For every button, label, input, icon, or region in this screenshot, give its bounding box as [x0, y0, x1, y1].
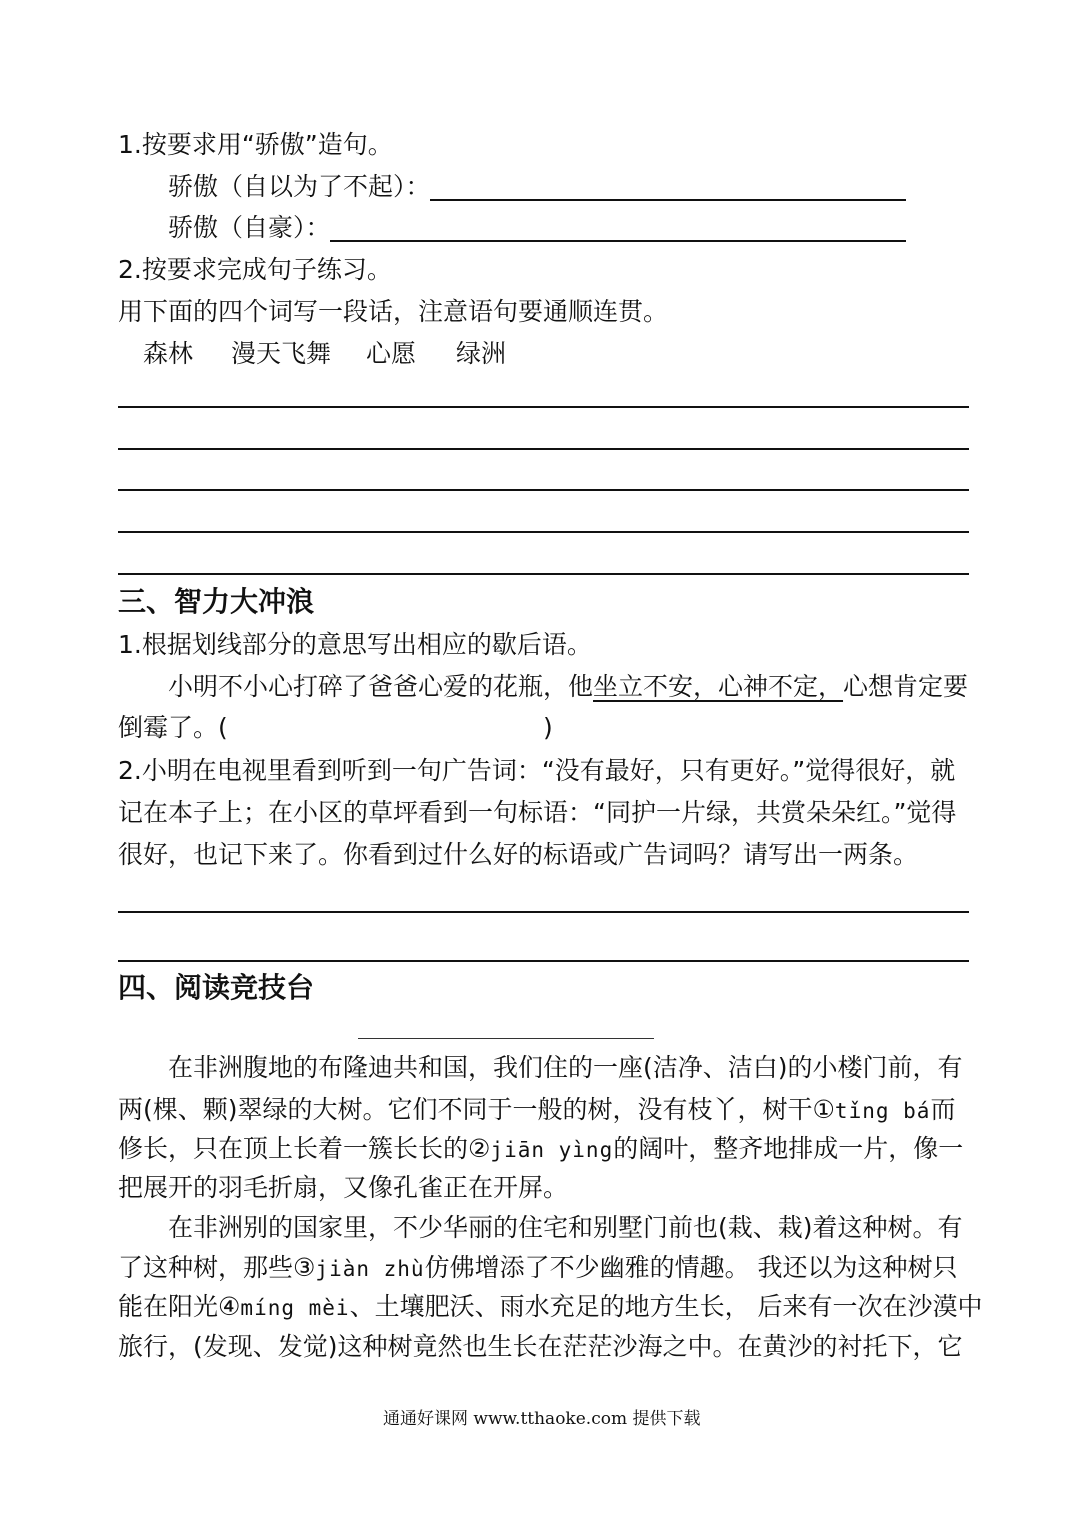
- writing-line[interactable]: [118, 911, 969, 913]
- p3-q1-line2-post: ): [543, 713, 553, 742]
- passage-line: [118, 1290, 983, 1325]
- q1-b-label: 骄傲（自豪）：: [168, 213, 331, 242]
- word-item: 心愿: [366, 339, 417, 368]
- passage-line: [118, 1251, 958, 1286]
- passage-text: 修长，只在顶上长着一簇长长的②: [118, 1134, 491, 1163]
- passage-text: 仿佛增添了不少幽雅的情趣。 我还以为这种树只: [424, 1253, 958, 1282]
- word-item: 绿洲: [456, 339, 507, 368]
- p3-q2-line: 2.小明在电视里看到听到一句广告词：“没有最好，只有更好。”觉得很好，就: [118, 756, 956, 785]
- p3-q1-title: 1.根据划线部分的意思写出相应的歇后语。: [118, 630, 592, 659]
- sentence-text: 心想肯定要: [843, 672, 969, 701]
- sentence-text: 小明不小心打碎了爸爸心爱的花瓶，他: [168, 672, 594, 701]
- word-item: 漫天飞舞: [231, 339, 332, 368]
- section-heading-4: 四、阅读竞技台: [118, 971, 315, 1004]
- underlined-phrase: 坐立不安，心神不定，: [593, 672, 844, 701]
- writing-line[interactable]: [118, 406, 969, 408]
- p3-q2-line: 很好，也记下来了。你看到过什么好的标语或广告词吗？请写出一两条。: [118, 840, 919, 869]
- writing-line[interactable]: [118, 573, 969, 575]
- section-heading-3: 三、智力大冲浪: [118, 585, 315, 618]
- q2-title: 2.按要求完成句子练习。: [118, 255, 392, 284]
- q1-a-label: 骄傲（自以为了不起）：: [168, 172, 431, 201]
- passage-line: [118, 1093, 955, 1128]
- passage-text: 了这种树，那些③: [118, 1253, 316, 1282]
- q1-title: 1.按要求用“骄傲”造句。: [118, 130, 393, 159]
- passage-text: 的阔叶，整齐地排成一片，像一: [613, 1134, 964, 1163]
- q1-b-answer-line[interactable]: [330, 240, 906, 242]
- passage-text: 而: [930, 1095, 956, 1124]
- passage-line: 在非洲别的国家里，不少华丽的住宅和别墅门前也(栽、栽)着这种树。有: [168, 1213, 963, 1242]
- p3-q1-line2-pre: 倒霉了。(: [118, 713, 228, 742]
- pinyin: tǐng bá: [834, 1099, 931, 1123]
- page-footer: 通通好课网 www.tthaoke.com 提供下载: [383, 1409, 701, 1429]
- writing-line[interactable]: [118, 531, 969, 533]
- passage-text: 能在阳光④: [118, 1292, 241, 1321]
- q1-a-answer-line[interactable]: [430, 199, 906, 201]
- passage-line: 在非洲腹地的布隆迪共和国，我们住的一座(洁净、洁白)的小楼门前，有: [168, 1053, 963, 1082]
- q2-instruction: 用下面的四个词写一段话，注意语句要通顺连贯。: [118, 297, 669, 326]
- p3-q1-sentence: [168, 670, 968, 704]
- writing-line[interactable]: [118, 448, 969, 450]
- passage-text: 、土壤肥沃、雨水充足的地方生长， 后来有一次在沙漠中: [349, 1292, 983, 1321]
- passage-text: 两(棵、颗)翠绿的大树。它们不同于一般的树，没有枝丫，树干①: [118, 1095, 835, 1124]
- title-blank-line[interactable]: [358, 1038, 654, 1039]
- pinyin: jiān yìng: [490, 1138, 614, 1162]
- writing-line[interactable]: [118, 960, 969, 962]
- passage-line: 把展开的羽毛折扇，又像孔雀正在开屏。: [118, 1173, 569, 1202]
- passage-line: 旅行，(发现、发觉)这种树竟然也生长在茫茫沙海之中。在黄沙的衬托下，它: [118, 1332, 963, 1361]
- passage-line: [118, 1132, 963, 1167]
- pinyin: míng mèi: [240, 1296, 350, 1320]
- writing-line[interactable]: [118, 489, 969, 491]
- word-item: 森林: [143, 339, 194, 368]
- pinyin: jiàn zhù: [315, 1257, 425, 1281]
- p3-q2-line: 记在本子上；在小区的草坪看到一句标语：“同护一片绿，共赏朵朵红。”觉得: [118, 798, 957, 827]
